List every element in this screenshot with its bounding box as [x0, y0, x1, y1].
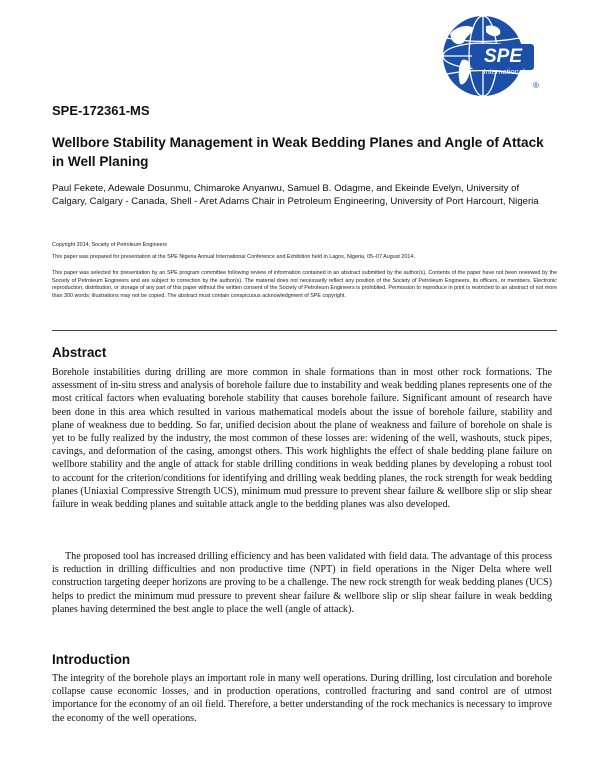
abstract-paragraph-1: Borehole instabilities during drilling are more common in shale formations than in most other rock formations. The assessment of in-situ stress and analysis of borehole failure due to instability and weak bedding planes represents one of the most critical factors when evaluating borehole stability that causes borehole failure. Significant amount of research have been done in this area which resulted in various mathematical models about the issue of borehole failure, stability and plane of weakness due to bedding. So far, unified decision about the plane of weakness and failure of borehole on shale is yet to be fully realized by the industry, the most common of these losses are: widening of the well, washouts, stuck pipes, cavings, and deformation of the casing, amongst others. This work highlights the effect of shale bedding plane failure on wellbore stability and the angle of attack for stable drilling conditions in weak bedding planes by developing a robust tool to account for the criterion/conditions for identifying and drilling weak bedding planes, the rock strength for weak bedding planes (Uniaxial Compressive Strength UCS), minimum mud pressure to prevent shear failure & wellbore slip or slip shear failure in weak bedding planes and suitable attack angle to the bedding planes was also developed. — [52, 367, 552, 511]
registered-mark: ® — [533, 81, 539, 90]
paper-title: Wellbore Stability Management in Weak Bedding Planes and Angle of Attack in Well Planing — [52, 135, 544, 169]
globe-logo-icon — [428, 14, 548, 100]
logo-sub-text: International — [483, 67, 525, 76]
section-divider — [52, 330, 557, 331]
introduction-heading: Introduction — [52, 652, 131, 667]
logo-brand-text: SPE — [483, 46, 523, 67]
spe-international-logo — [428, 14, 548, 100]
conference-notice: This paper was prepared for presentation at the SPE Nigeria Annual International Conference and Exhibition held in Lagos, Nigeria, 05–07 August 2014. — [52, 254, 415, 260]
abstract-heading: Abstract — [52, 345, 107, 360]
disclaimer-notice: This paper was selected for presentation by an SPE program committee following review of information contained in an abstract submitted by the author(s). Contents of the paper have not been reviewed by the Society of Petroleum Engineers and are subject to correction by the author(s). The material does not necessarily reflect any position of the Society of Petroleum Engineers, its officers, or members. Electronic reproduction, distribution, or storage of any part of this paper without the written consent of the Society of Petroleum Engineers is prohibited. Permission to reproduce in print is restricted to an abstract of not more than 300 words; illustrations may not be copied. The abstract must contain conspicuous acknowledgment of SPE copyright. — [52, 270, 557, 299]
author-list: Paul Fekete, Adewale Dosunmu, Chimaroke Anyanwu, Samuel B. Odagme, and Ekeinde Evelyn, University of Calgary, Calgary - Canada, Shell - Aret Adams Chair in Petroleum Engineering, University of Port Harcourt, Nigeria — [52, 183, 539, 207]
copyright-notice: Copyright 2014, Society of Petroleum Engineers — [52, 242, 168, 248]
paper-id: SPE-172361-MS — [52, 103, 150, 118]
introduction-paragraph-1: The integrity of the borehole plays an important role in many well operations. During drilling, lost circulation and borehole collapse cause economic losses, and in production operations, controlled fracturing and sand control are of utmost importance for the economy of an oil field. Therefore, a better understanding of the rock mechanics is necessary to improve the economy of the well operations. — [52, 673, 552, 724]
abstract-paragraph-2: The proposed tool has increased drilling efficiency and has been validated with field data. The advantage of this process is reduction in drilling difficulties and non productive time (NPT) in field operations in the Niger Delta where well construction targeting deeper horizons are proving to be a challenge. The new rock strength for weak bedding planes (UCS) helps to predict the minimum mud pressure to prevent shear failure & wellbore slip or slip shear failure in weak bedding planes having determined the best angle to place the well (angle of attack). — [52, 551, 552, 615]
